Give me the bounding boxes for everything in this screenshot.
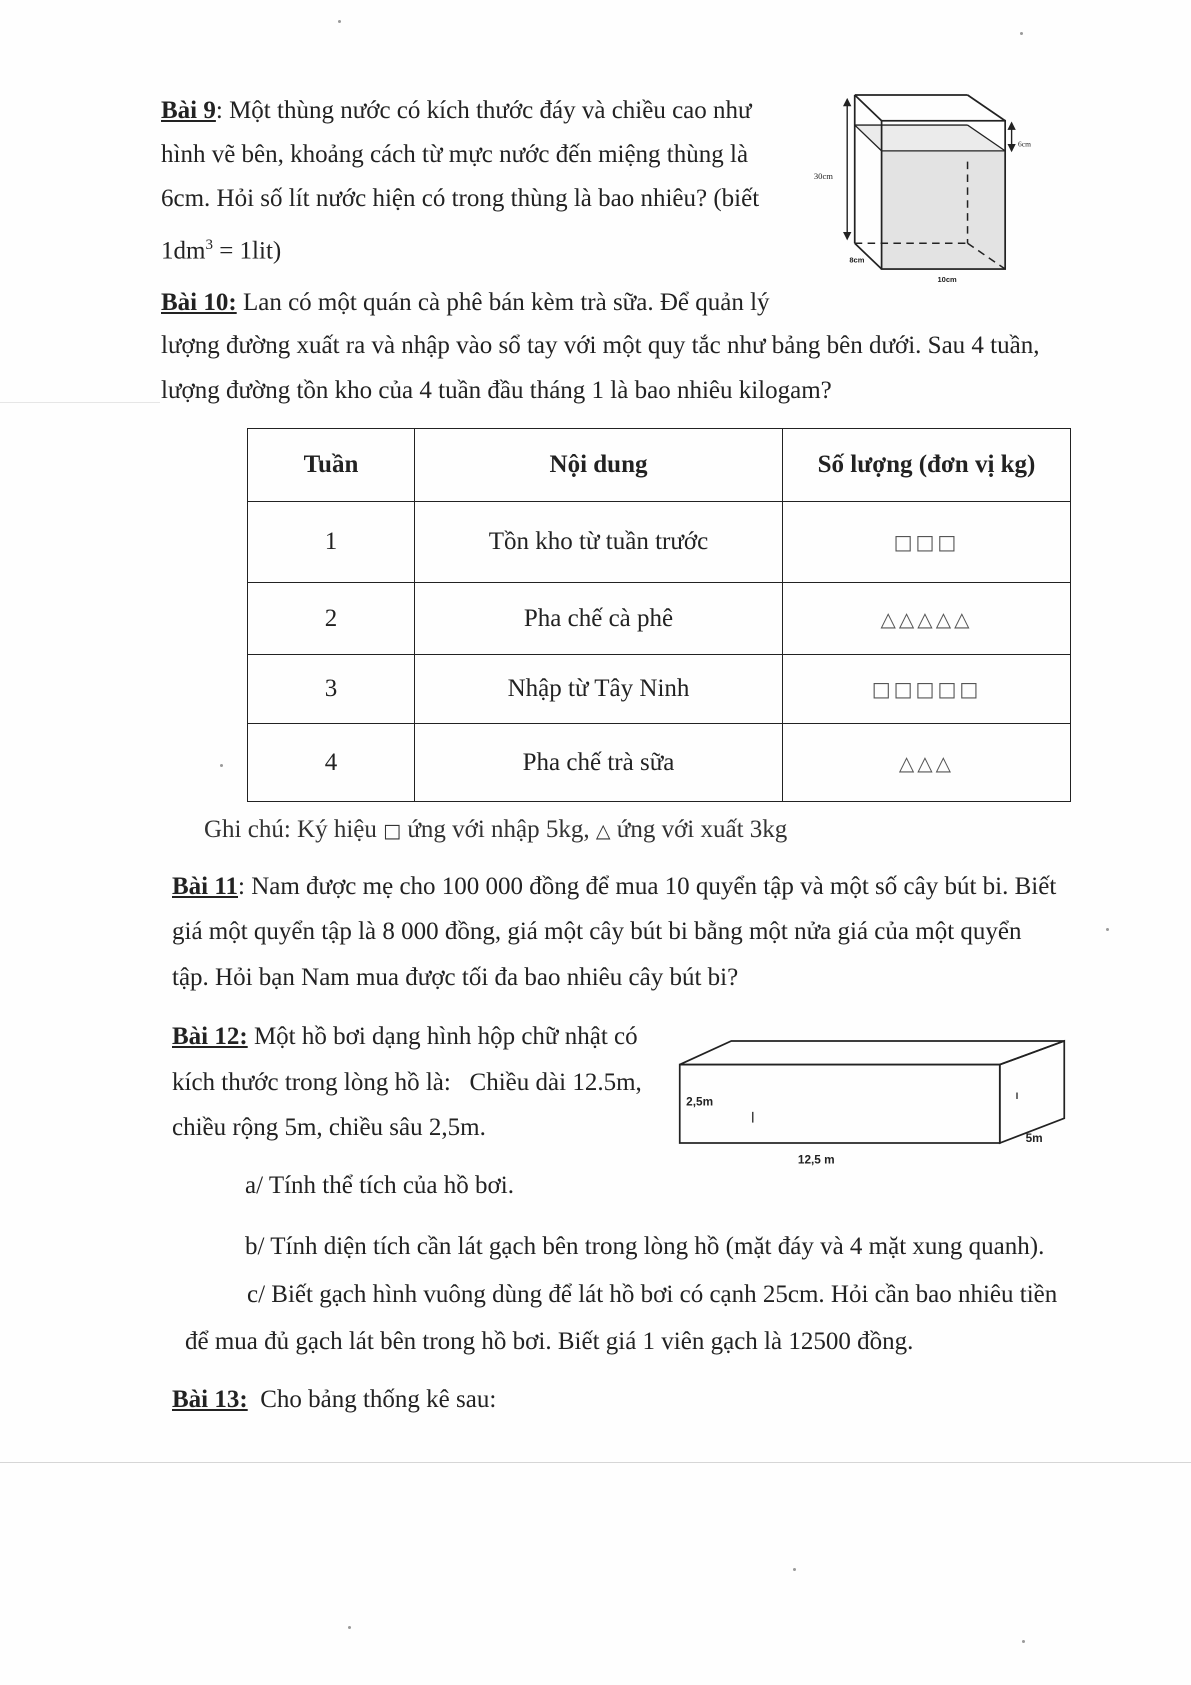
exercise-label: Bài 12: bbox=[172, 1023, 248, 1050]
exercise-text: : Một thùng nước có kích thước đáy và chiều cao như bbox=[215, 97, 752, 124]
exercise-text: : Nam được mẹ cho 100 000 đồng để mua 10 quyển tập và một số cây bút bi. Biết bbox=[238, 873, 1057, 900]
bai12-line-2: kích thước trong lòng hồ là: Chiều dài 12.5m, bbox=[172, 1069, 642, 1096]
content-cell: Tồn kho từ tuần trước bbox=[415, 502, 783, 583]
content-cell: Pha chế trà sữa bbox=[415, 724, 783, 802]
table-row bbox=[248, 655, 1071, 724]
content-cell: Pha chế cà phê bbox=[415, 583, 783, 655]
bai9-line-1 bbox=[161, 96, 752, 126]
unit-text: 1dm bbox=[161, 237, 206, 265]
water-tank-diagram bbox=[801, 84, 1075, 294]
bai12-part-a: a/ Tính thể tích của hồ bơi. bbox=[245, 1172, 514, 1199]
bai10-line-1 bbox=[161, 288, 770, 318]
exercise-label: Bài 11 bbox=[172, 873, 238, 900]
note-text: Ghi chú: Ký hiệu bbox=[204, 816, 384, 843]
scan-speck bbox=[220, 764, 223, 767]
triangle-symbols: △△△ bbox=[898, 750, 955, 775]
scan-speck bbox=[1106, 928, 1109, 931]
scan-speck bbox=[1020, 32, 1023, 35]
table-row bbox=[248, 583, 1071, 655]
pool-outline bbox=[680, 1041, 1065, 1143]
table-row bbox=[248, 502, 1071, 583]
scan-artifact-line bbox=[0, 1462, 1191, 1463]
bai9-line-2: hình vẽ bên, khoảng cách từ mực nước đến miệng thùng là bbox=[161, 141, 749, 168]
swimming-pool-diagram bbox=[672, 1027, 1072, 1172]
bai11-line-3: tập. Hỏi bạn Nam mua được tối đa bao nhiêu cây bút bi? bbox=[172, 964, 739, 991]
bai9-line-4 bbox=[161, 230, 281, 266]
scan-speck bbox=[348, 1626, 351, 1629]
table-row bbox=[248, 724, 1071, 802]
length-label: 12,5 m bbox=[797, 1152, 835, 1167]
exercise-label: Bài 13: bbox=[172, 1386, 248, 1413]
content-cell: Nhập từ Tây Ninh bbox=[415, 655, 783, 724]
quantity-cell bbox=[783, 655, 1071, 724]
table-header-content: Nội dung bbox=[415, 429, 783, 502]
table-header-week: Tuần bbox=[248, 429, 415, 502]
width-label: 10cm bbox=[937, 274, 957, 284]
square-symbols: □□□□□ bbox=[871, 677, 982, 701]
bai9-line-3: 6cm. Hỏi số lít nước hiện có trong thùng là bao nhiêu? (biết bbox=[161, 185, 760, 212]
depth-label: 2,5m bbox=[686, 1094, 714, 1109]
width-label: 5m bbox=[1025, 1130, 1043, 1145]
height-label: 30cm bbox=[813, 170, 833, 181]
week-cell: 4 bbox=[248, 724, 415, 802]
bai11-line-1 bbox=[172, 872, 1056, 902]
note-text: ứng với nhập 5kg, bbox=[401, 816, 596, 843]
week-cell: 1 bbox=[248, 502, 415, 583]
bai10-line-3: lượng đường tồn kho của 4 tuần đầu tháng 1 là bao nhiêu kilogam? bbox=[161, 377, 832, 404]
exercise-text: Một hồ bơi dạng hình hộp chữ nhật có bbox=[247, 1023, 638, 1050]
exercise-text: Lan có một quán cà phê bán kèm trà sữa. Để quản lý bbox=[236, 289, 770, 316]
sugar-inventory-table bbox=[247, 428, 1071, 802]
bai12-line-1 bbox=[172, 1022, 638, 1052]
bai13-line-1 bbox=[172, 1385, 496, 1415]
note-text: ứng với xuất 3kg bbox=[610, 816, 788, 843]
bai12-part-c: c/ Biết gạch hình vuông dùng để lát hồ bơi có cạnh 25cm. Hỏi cần bao nhiêu tiền bbox=[247, 1281, 1058, 1308]
exercise-label: Bài 10: bbox=[161, 289, 237, 316]
square-symbols: □□□ bbox=[893, 530, 960, 554]
exercise-label: Bài 9 bbox=[161, 97, 216, 124]
scan-speck bbox=[338, 20, 341, 23]
exercise-text: Cho bảng thống kê sau: bbox=[247, 1386, 497, 1413]
depth-label: 8cm bbox=[849, 255, 865, 265]
gap-label: 6cm bbox=[1018, 139, 1032, 149]
bai12-line-3: chiều rộng 5m, chiều sâu 2,5m. bbox=[172, 1114, 486, 1141]
table-header-row bbox=[248, 429, 1071, 502]
triangle-symbols: △△△△△ bbox=[880, 606, 973, 631]
table-note bbox=[204, 815, 787, 846]
bai12-part-b: b/ Tính diện tích cần lát gạch bên trong lòng hồ (mặt đáy và 4 mặt xung quanh). bbox=[245, 1233, 1045, 1260]
square-symbol: □ bbox=[383, 820, 402, 842]
scan-speck bbox=[793, 1568, 796, 1571]
bai10-line-2: lượng đường xuất ra và nhập vào sổ tay với một quy tắc như bảng bên dưới. Sau 4 tuần, bbox=[161, 332, 1040, 359]
bai11-line-2: giá một quyển tập là 8 000 đồng, giá một cây bút bi bằng một nửa giá của một quyển bbox=[172, 918, 1022, 945]
triangle-symbol: △ bbox=[595, 820, 611, 842]
scan-artifact-line bbox=[0, 402, 160, 403]
scan-speck bbox=[1022, 1640, 1025, 1643]
quantity-cell bbox=[783, 583, 1071, 655]
table-header-quantity: Số lượng (đơn vị kg) bbox=[783, 429, 1071, 502]
unit-exponent: 3 bbox=[205, 237, 213, 253]
quantity-cell bbox=[783, 724, 1071, 802]
week-cell: 3 bbox=[248, 655, 415, 724]
week-cell: 2 bbox=[248, 583, 415, 655]
bai12-part-c-continued: để mua đủ gạch lát bên trong hồ bơi. Biết giá 1 viên gạch là 12500 đồng. bbox=[185, 1328, 914, 1355]
unit-text: = 1lit) bbox=[212, 237, 282, 265]
quantity-cell bbox=[783, 502, 1071, 583]
